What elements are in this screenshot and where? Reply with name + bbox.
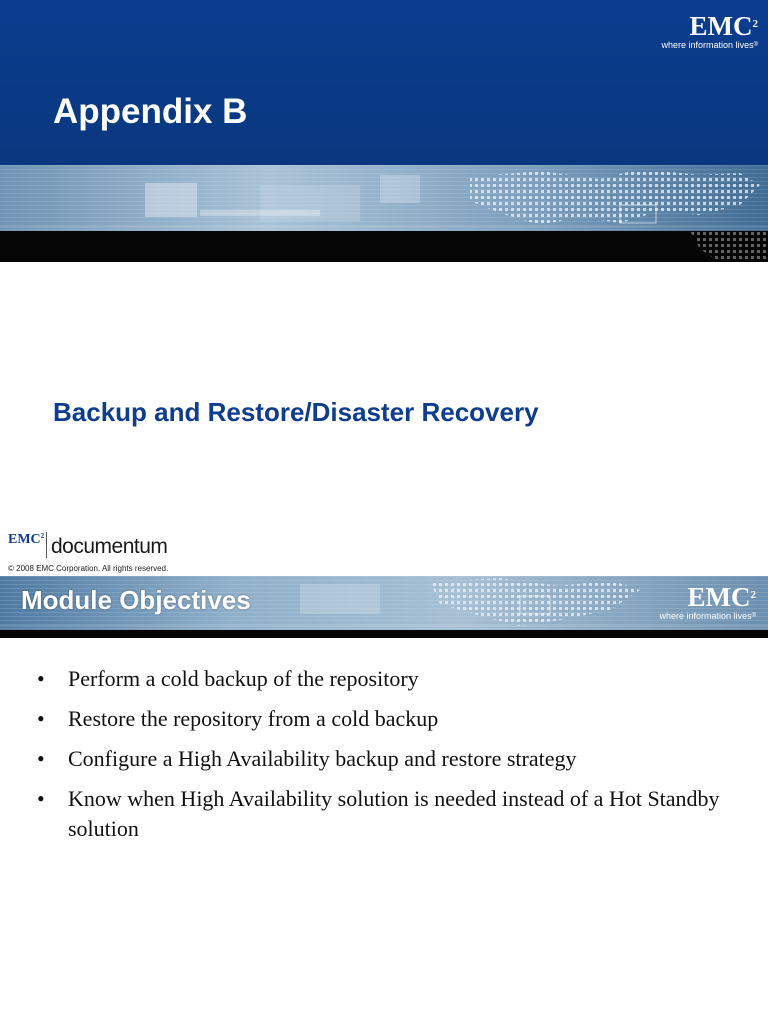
copyright-notice: © 2008 EMC Corporation. All rights reserved. <box>8 564 169 573</box>
objectives-list <box>37 664 727 854</box>
emc-logo-reg: ® <box>753 42 758 48</box>
list-item <box>37 704 727 734</box>
bullet-icon: • <box>37 746 45 771</box>
list-item <box>37 744 727 774</box>
emc-logo-tagline: where information lives <box>661 40 754 50</box>
slide2-title: Module Objectives <box>21 585 251 615</box>
objective-text: Perform a cold backup of the repository <box>68 666 419 691</box>
footer-logo-divider <box>46 532 47 558</box>
world-map-banner-art <box>0 165 768 231</box>
emc-logo-tagline-bottom: where information lives <box>659 611 752 621</box>
objective-text: Configure a High Availability backup and restore strategy <box>68 746 577 771</box>
world-map-banner <box>0 165 768 231</box>
module-banner-dark-band <box>0 630 768 638</box>
emc-documentum-logo <box>8 530 208 560</box>
banner-dark-band <box>0 231 768 262</box>
emc-logo-superscript: 2 <box>752 18 758 30</box>
objective-text: Know when High Availability solution is needed instead of a Hot Standby solution <box>68 786 720 841</box>
emc-logo-reg-bottom: ® <box>751 613 756 619</box>
slide1-subtitle: Backup and Restore/Disaster Recovery <box>53 397 539 427</box>
slide1-title: Appendix B <box>53 92 248 131</box>
emc-logo-top <box>662 13 758 50</box>
bullet-icon: • <box>37 706 45 731</box>
emc-logo-mark-bottom: EMC <box>687 582 751 612</box>
footer-documentum-wordmark: documentum <box>51 535 168 558</box>
banner-dark-dots <box>0 231 768 262</box>
bullet-icon: • <box>37 786 45 811</box>
emc-logo-bottom <box>660 584 756 621</box>
footer-emc-mark: EMC <box>8 532 41 547</box>
list-item <box>37 784 727 844</box>
objective-text: Restore the repository from a cold backup <box>68 706 439 731</box>
list-item <box>37 664 727 694</box>
slide1-header <box>0 0 768 165</box>
emc-logo-mark: EMC <box>689 11 753 41</box>
emc-logo-superscript-bottom: 2 <box>750 589 756 601</box>
bullet-icon: • <box>37 666 45 691</box>
footer-emc-superscript: 2 <box>40 532 45 540</box>
